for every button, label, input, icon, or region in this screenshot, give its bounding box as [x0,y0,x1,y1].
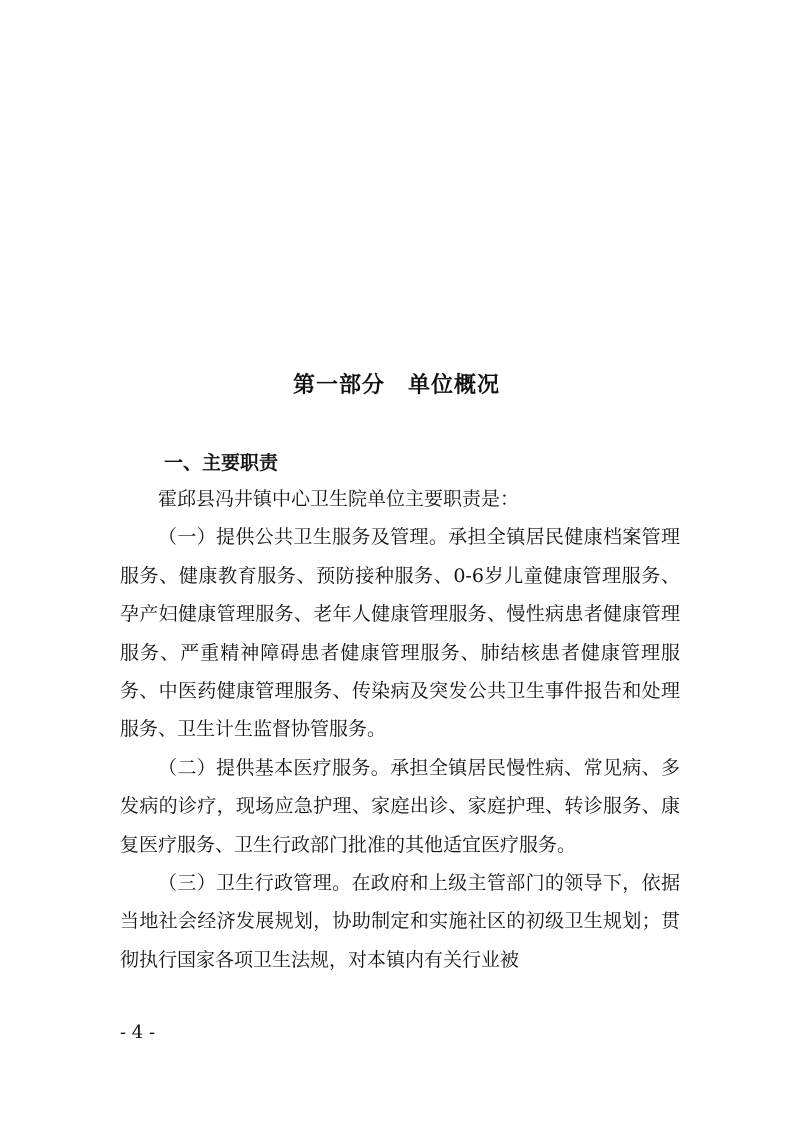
paragraph-basic-medical: （二）提供基本医疗服务。承担全镇居民慢性病、常见病、多发病的诊疗，现场应急护理、家庭出诊、家庭护理、转诊服务、康复医疗服务、卫生行政部门批准的其他适宜医疗服务。 [120,756,680,856]
page-number: - 4 - [120,1022,156,1043]
section-heading: 一、主要职责 [164,452,279,474]
paragraph-intro: 霍邱县冯井镇中心卫生院单位主要职责是： [158,488,520,510]
paragraph-administration: （三）卫生行政管理。在政府和上级主管部门的领导下，依据当地社会经济发展规划，协助制定和实施社区的初级卫生规划；贯彻执行国家各项卫生法规，对本镇内有关行业被 [120,872,680,971]
page-title: 第一部分 单位概况 [292,373,500,398]
body-text [120,480,680,979]
paragraph-public-health: （一）提供公共卫生服务及管理。承担全镇居民健康档案管理服务、健康教育服务、预防接种服务、0-6岁儿童健康管理服务、孕产妇健康管理服务、老年人健康管理服务、慢性病患者健康管理服务、严重精神障碍患者健康管理服务、肺结核患者健康管理服务、中医药健康管理服务、传染病及突发公共卫生事件报告和处理服务、卫生计生监督协管服务。 [120,526,680,741]
